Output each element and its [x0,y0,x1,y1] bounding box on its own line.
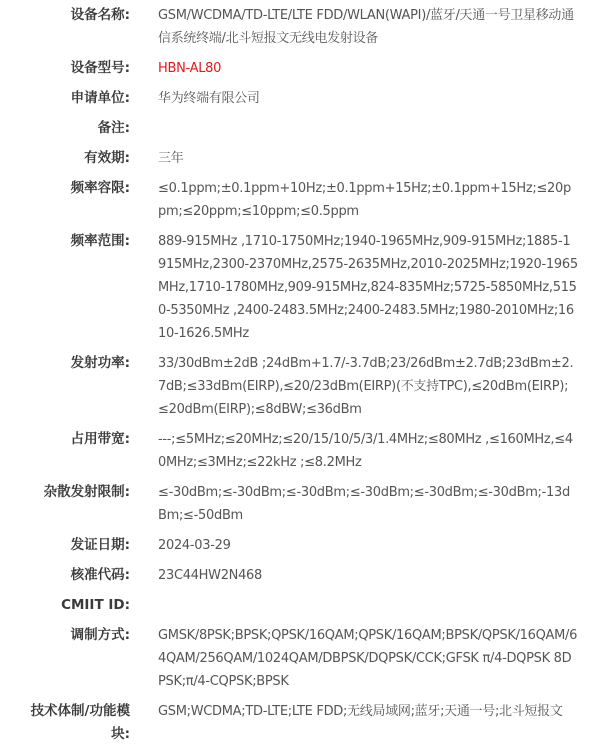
row-cmiit-id [0,594,600,624]
label: 杂散发射限制: [43,484,130,500]
label: 核准代码: [70,567,130,583]
row-device-name [0,4,600,57]
label: 频率容限: [70,180,130,196]
row-modulation [0,624,600,700]
value: GSM;WCDMA;TD-LTE;LTE FDD;无线局域网;蓝牙;天通一号;北斗短报文 [158,704,563,719]
value: 23C44HW2N468 [158,568,262,583]
value: GSM/WCDMA/TD-LTE/LTE FDD/WLAN(WAPI)/蓝牙/天通一号卫星移动通信系统终端/北斗短报文无线电发射设备 [158,8,574,46]
row-transmit-power [0,352,600,428]
row-bandwidth [0,428,600,481]
label: 有效期: [84,150,130,166]
label: 申请单位: [70,90,130,106]
label: CMIIT ID: [61,597,130,613]
row-frequency-range [0,230,600,352]
label: 调制方式: [70,627,130,643]
row-remarks [0,117,600,147]
row-approval-code [0,564,600,594]
value: 华为终端有限公司 [158,91,260,106]
label: 技术体制/功能模块: [30,703,130,742]
label: 发射功率: [70,355,130,371]
value: 33/30dBm±2dB ;24dBm+1.7/-3.7dB;23/26dBm±2.7dB;23dBm±2.7dB;≤33dBm(EIRP),≤20/23dBm(EIRP)(不支持TPC),≤20dBm(EIRP);≤20dBm(EIRP);≤8dBW;≤36dBm [158,356,574,417]
label: 设备名称: [70,7,130,23]
value: 889-915MHz ,1710-1750MHz;1940-1965MHz,909-915MHz;1885-1915MHz,2300-2370MHz,2575-2635MHz,2010-2025MHz;1920-1965MHz,1710-1780MHz,909-915MHz,824-835MHz;5725-5850MHz,5150-5350MHz ,2400-2483.5MHz;2400-2483.5MHz;1980-2010MHz;1610-1626.5MHz [158,234,578,341]
value [158,117,578,140]
model-value: HBN-AL80 [158,61,222,76]
row-frequency-tolerance [0,177,600,230]
row-validity [0,147,600,177]
value: ≤-30dBm;≤-30dBm;≤-30dBm;≤-30dBm;≤-30dBm;≤-30dBm;-13dBm;≤-50dBm [158,485,570,523]
row-spurious-limit [0,481,600,534]
value: ≤0.1ppm;±0.1ppm+10Hz;±0.1ppm+15Hz;±0.1ppm+15Hz;≤20ppm;≤20ppm;≤10ppm;≤0.5ppm [158,181,571,219]
label: 设备型号: [70,60,130,76]
row-applicant [0,87,600,117]
label: 备注: [97,120,130,136]
row-device-model [0,57,600,87]
value [158,594,578,617]
label: 频率范围: [70,233,130,249]
label: 占用带宽: [70,431,130,447]
value: GMSK/8PSK;BPSK;QPSK/16QAM;QPSK/16QAM;BPSK/QPSK/16QAM/64QAM/256QAM/1024QAM/DBPSK/DQPSK/CCK;GFSK π/4-DQPSK 8DPSK;π/4-CQPSK;BPSK [158,628,578,689]
row-technology [0,700,600,753]
value: 三年 [158,151,184,166]
row-issue-date [0,534,600,564]
value: ---;≤5MHz;≤20MHz;≤20/15/10/5/3/1.4MHz;≤80MHz ,≤160MHz,≤40MHz;≤3MHz;≤22kHz ;≤8.2MHz [158,432,573,470]
label: 发证日期: [70,537,130,553]
value: 2024-03-29 [158,538,231,553]
